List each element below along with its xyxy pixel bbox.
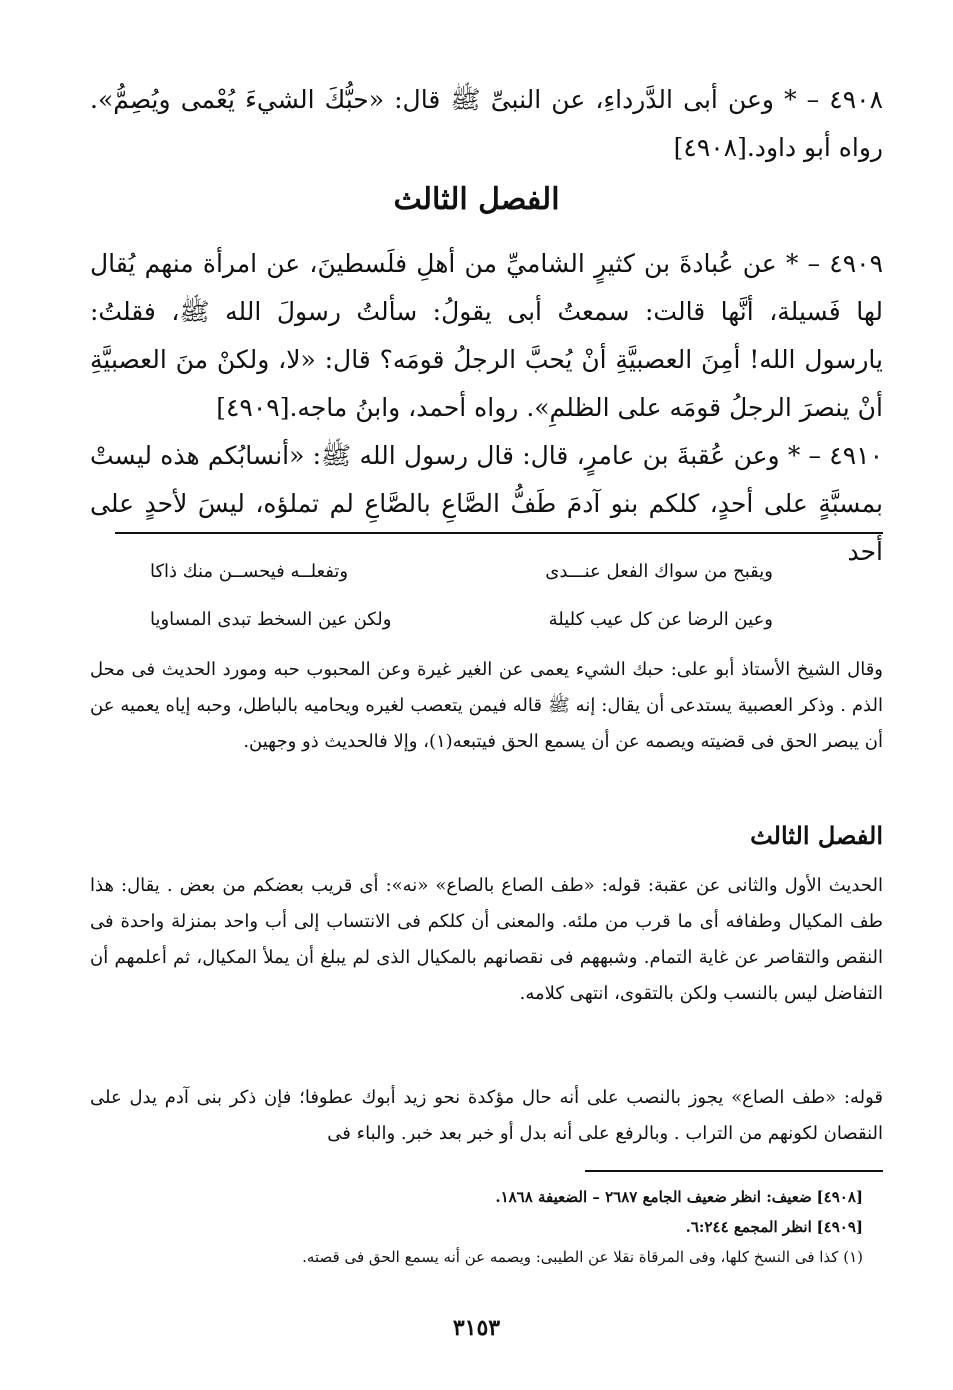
commentary-1: [90, 652, 883, 760]
footnote-rule: [585, 1170, 883, 1172]
footnote-4908-text: ضعيف: انظر ضعيف الجامع ٢٦٨٧ – الضعيفة ١٨٦٨.: [495, 1188, 812, 1206]
footnote-4908: [90, 1182, 863, 1212]
commentary-para-1: وقال الشيخ الأستاذ أبو على: حبك الشيء يعمى عن الغير غيرة وعن المحبوب حبه ومورد الحديث فى محل الذم . وذكر العصبية يستدعى أن يقال: إنه ﷺ قاله فيمن يتعصب لغيره ويحاميه بالباطل، وحبه إياه يعميه عن أن يبصر الحق فى قضيته ويصمه عن أن يسمع الحق فيتبعه(١)، وإلا فالحديث ذو وجهين.: [90, 659, 883, 752]
footnote-4909-text: انظر المجمع ٦:٢٤٤.: [685, 1218, 812, 1236]
hadith-4909: [90, 240, 883, 432]
page-number: ٣١٥٣: [452, 1315, 501, 1341]
commentary-para-2: الحديث الأول والثانى عن عقبة: قوله: «طف الصاع بالصاع» «نه»: أى قريب بعضكم من بعض . يقال: هذا طف المكيال وطفافه أى ما قرب من ملئه. والمعنى أن كلكم فى الانتساب إلى أب واحد بمنزلة واحدة فى النقص والتقاصر عن غاية التمام. وشبههم فى نقصانهم بالمكيال الذى لم يبلغ أن يملأ المكيال، ثم أعلمهم أن التفاضل ليس بالنسب ولكن بالتقوى، انتهى كلامه.: [90, 875, 883, 1004]
verse-1-first-half: ويقبح من سواك الفعل عنـــدى: [545, 561, 773, 582]
commentary-3: [90, 1080, 883, 1152]
hadith-4908: [90, 76, 883, 172]
verse-1-second-half: وتفعلــه فيحســن منك ذاكا: [150, 561, 349, 582]
commentary-para-3: قوله: «طف الصاع» يجوز بالنصب على أنه حال مؤكدة نحو زيد أبوك عطوفا؛ فإن ذكر بنى آدم يدل على النقصان لكونهم من التراب . وبالرفع على أنه بدل أو خبر بعد خبر. والباء فى: [90, 1087, 883, 1144]
commentary-2: [90, 868, 883, 1012]
commentary-section-title: الفصل الثالث: [750, 821, 883, 850]
hadith-4908-text: ٤٩٠٨ – * وعن أبى الدَّرداءِ، عن النبىِّ ﷺ قال: «حبُّكَ الشيءَ يُعْمى ويُصِمُّ». رواه أبو داود.[٤٩٠٨]: [90, 85, 883, 162]
verse-2-first-half: وعين الرضا عن كل عيب كليلة: [548, 609, 773, 630]
footnote-4909-ref: [٤٩٠٩]: [816, 1218, 863, 1236]
verse-2-second-half: ولكن عين السخط تبدى المساويا: [150, 609, 392, 630]
footnotes: [90, 1182, 863, 1272]
hadith-4909-text: ٤٩٠٩ – * عن عُبادةَ بن كثيرٍ الشاميِّ من أهلِ فلَسطينَ، عن امرأة منهم يُقال لها فَسيلة، أنَّها قالت: سمعتُ أبى يقولُ: سألتُ رسولَ الله ﷺ، فقلتُ: يارسول الله! أمِنَ العصبيَّةِ أنْ يُحبَّ الرجلُ قومَه؟ قال: «لا، ولكنْ منَ العصبيَّةِ أنْ ينصرَ الرجلُ قومَه على الظلمِ». رواه أحمد، وابنُ ماجه.[٤٩٠٩]: [90, 249, 883, 422]
poem-verse-1: [150, 548, 773, 596]
section-title: الفصل الثالث: [393, 182, 560, 217]
footnote-4909: [90, 1212, 863, 1242]
hadith-4910-text: ٤٩١٠ – * وعن عُقبةَ بن عامرٍ، قال: قال رسول الله ﷺ: «أنسابُكم هذه ليستْ بمسبَّةٍ على أحدٍ، كلكم بنو آدمَ طَفُّ الصَّاعِ بالصَّاعِ لم تملؤه، ليسَ لأحدٍ على أحد: [90, 441, 883, 566]
footnote-4908-ref: [٤٩٠٨]: [816, 1188, 863, 1206]
footnote-1: (١) كذا فى النسخ كلها، وفى المرقاة نقلا عن الطيبى: ويصمه عن أنه يسمع الحق فى قصته.: [302, 1248, 863, 1266]
poem-verse-2: [150, 596, 773, 644]
poem-verses: [150, 548, 773, 644]
separator-rule: [115, 532, 883, 534]
